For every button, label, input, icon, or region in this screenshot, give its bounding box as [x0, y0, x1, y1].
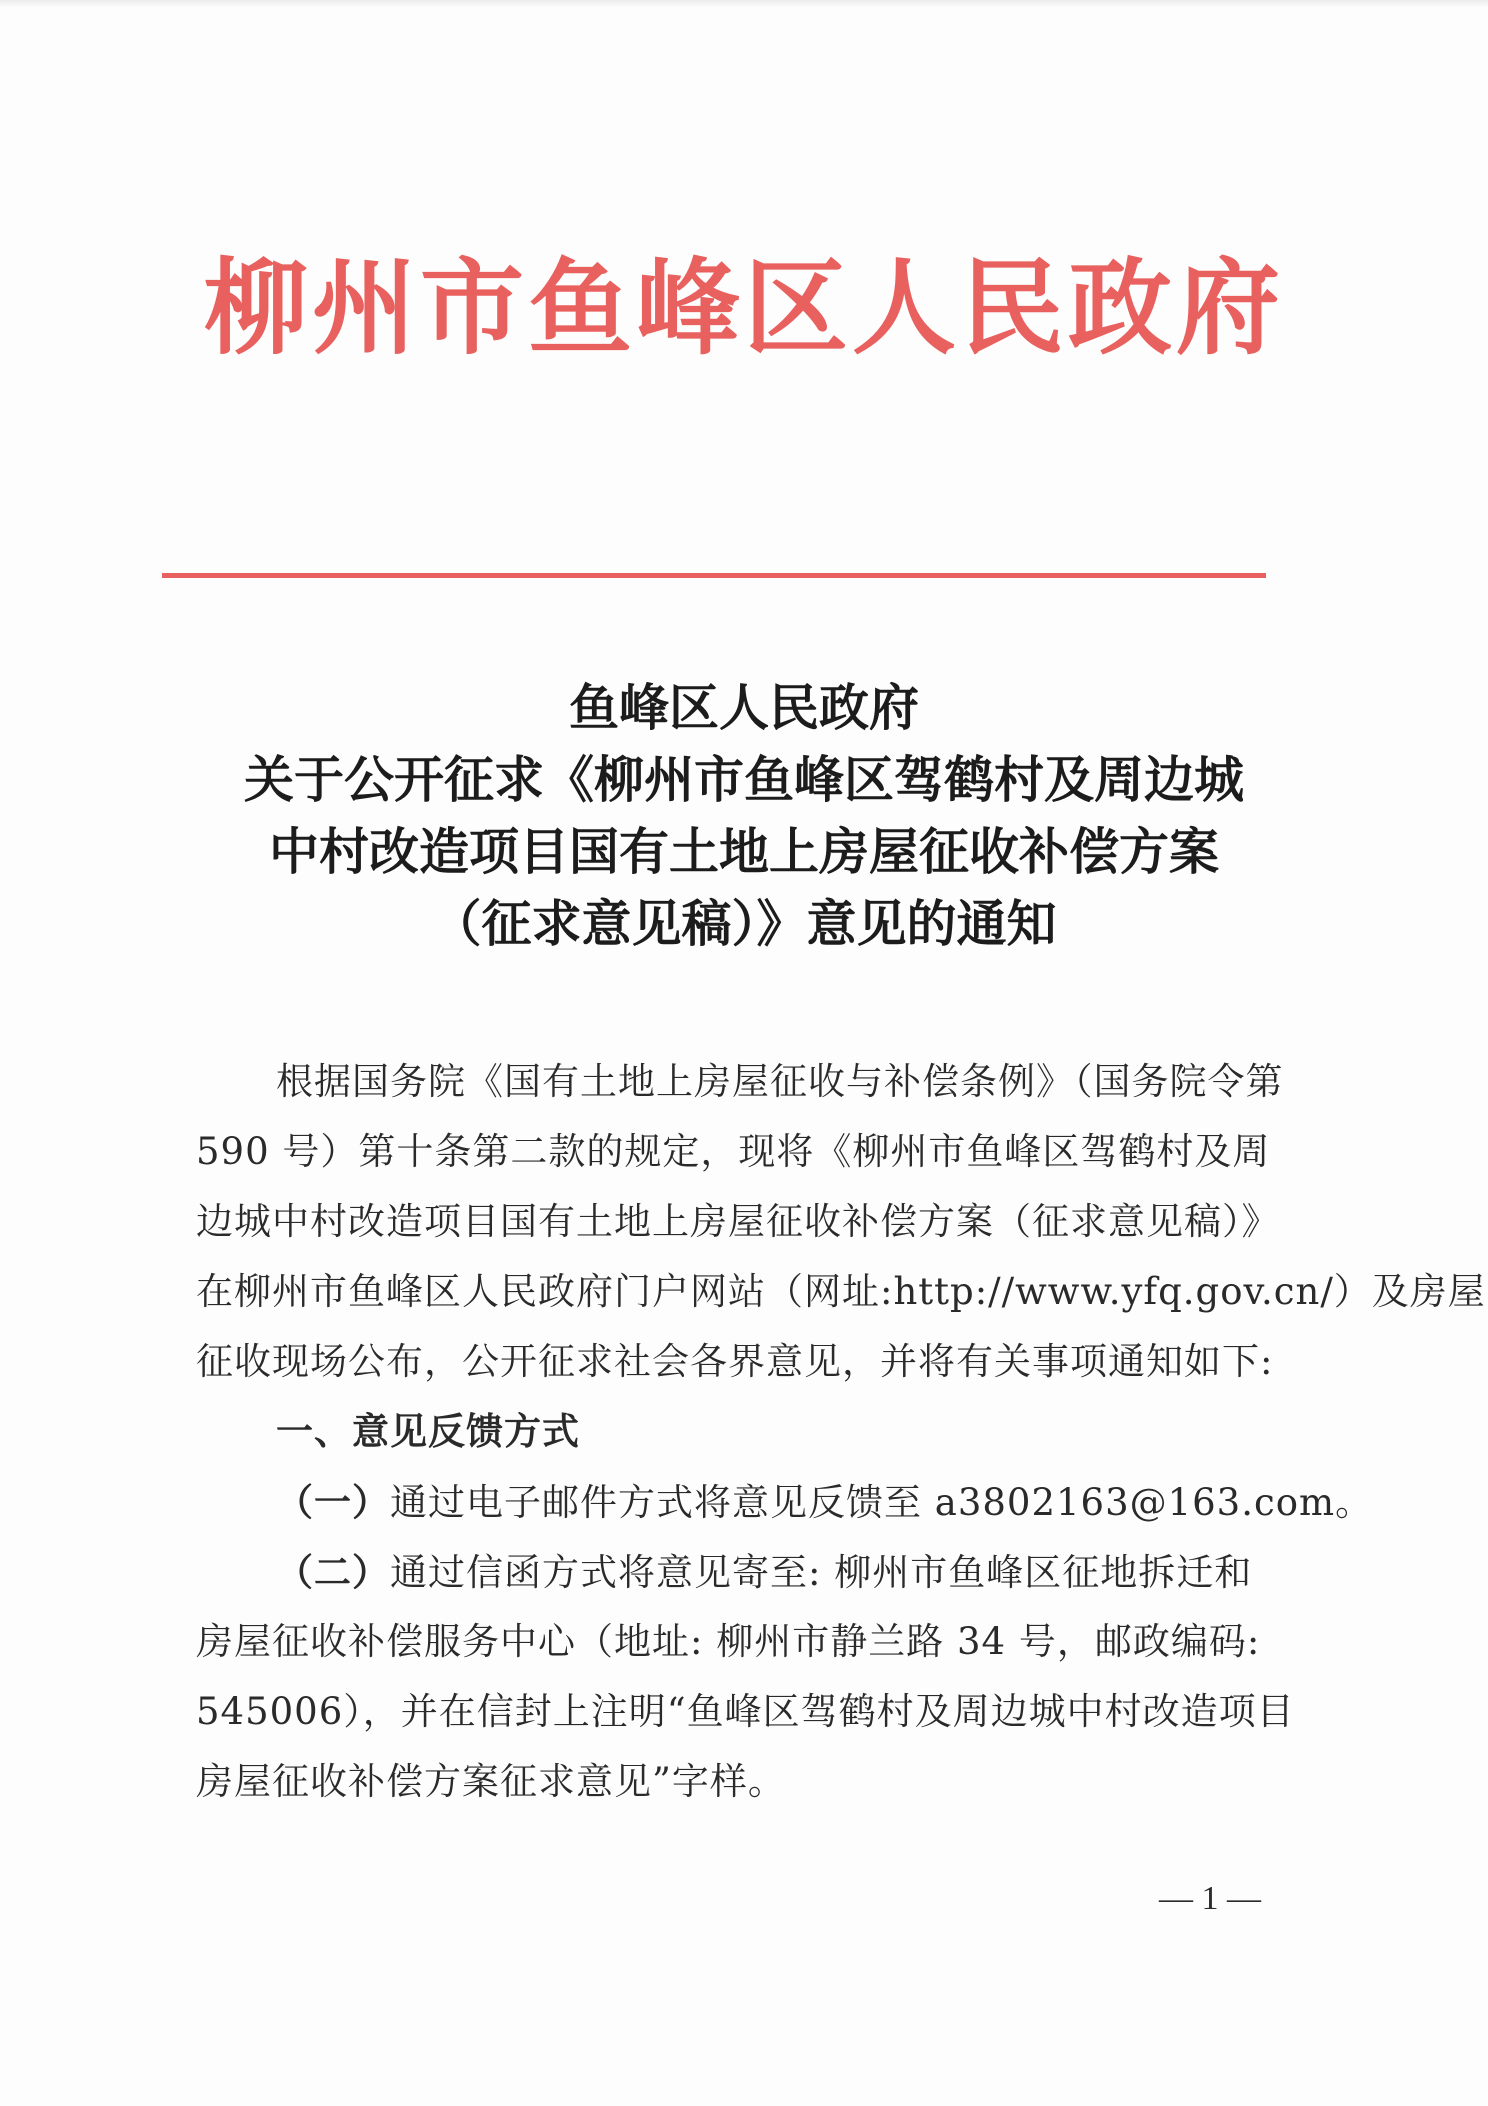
item-2-text: 通过信函方式将意见寄至: 柳州市鱼峰区征地拆迁和 [390, 1551, 1253, 1594]
intro-line: 根据国务院《国有土地上房屋征收与补偿条例》（国务院令第 [276, 1060, 1284, 1103]
item-1 [196, 1467, 1374, 1537]
item-1-text: 通过电子邮件方式将意见反馈至 a3802163@163.com。 [390, 1481, 1374, 1524]
item-1-label: （一） [276, 1480, 390, 1524]
intro-line: 在柳州市鱼峰区人民政府门户网站（网址:http://www.yfq.gov.cn/）及房屋 [196, 1270, 1486, 1313]
item-2 [196, 1537, 1306, 1607]
intro-line: 边城中村改造项目国有土地上房屋征收补偿方案（征求意见稿）》 [196, 1200, 1280, 1243]
item-2-line: 房屋征收补偿服务中心（地址: 柳州市静兰路 34 号，邮政编码: [196, 1620, 1261, 1663]
item-2-label: （二） [276, 1550, 390, 1594]
header-red-rule [162, 573, 1266, 578]
title-line-2: 关于公开征求《柳州市鱼峰区驾鹤村及周边城 [244, 750, 1244, 809]
section-heading: 一、意见反馈方式 [276, 1410, 580, 1453]
intro-line: 征收现场公布，公开征求社会各界意见，并将有关事项通知如下: [196, 1340, 1274, 1383]
item-2-line: 545006），并在信封上注明“鱼峰区驾鹤村及周边城中村改造项目 [196, 1690, 1295, 1733]
issuer-header: 柳州市鱼峰区人民政府 [203, 246, 1284, 369]
title-line-3: 中村改造项目国有土地上房屋征收补偿方案 [269, 822, 1219, 881]
scan-edge [0, 0, 1488, 8]
title-line-4: （征求意见稿）》意见的通知 [431, 894, 1057, 953]
document-body [196, 1047, 1486, 1817]
page-number: — 1 — [1159, 1880, 1261, 1917]
document-title [150, 672, 1338, 960]
intro-line: 590 号）第十条第二款的规定，现将《柳州市鱼峰区驾鹤村及周 [196, 1130, 1271, 1173]
item-2-line: 房屋征收补偿方案征求意见”字样。 [196, 1760, 786, 1803]
title-line-1: 鱼峰区人民政府 [569, 678, 919, 737]
